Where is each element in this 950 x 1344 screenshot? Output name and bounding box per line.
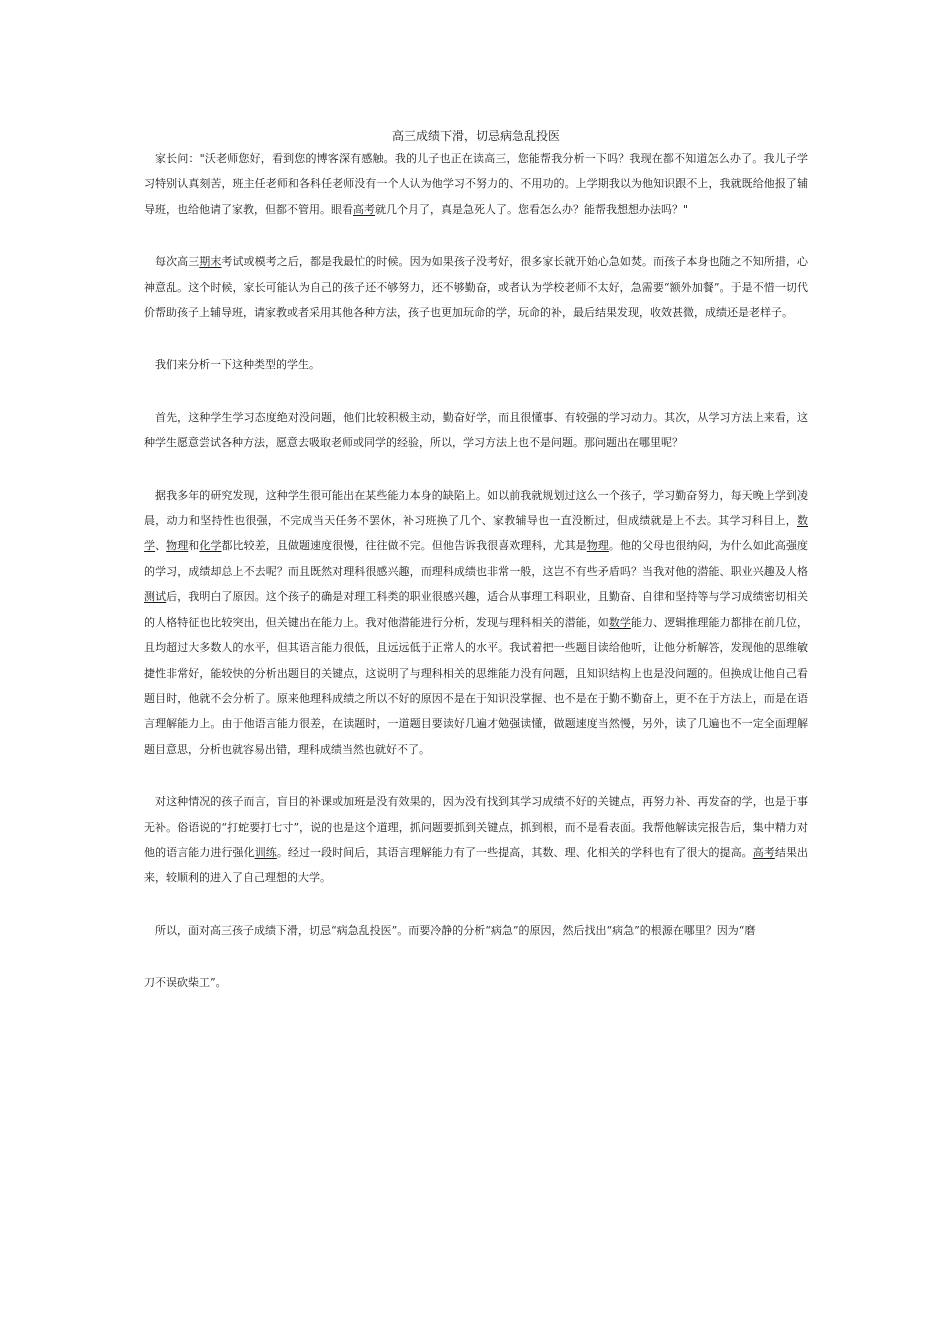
paragraph-conclusion-end (144, 970, 808, 995)
paragraph-gap (144, 943, 808, 970)
text-segment: 、 (155, 539, 167, 553)
document-page (144, 128, 808, 996)
text-segment: 后，我明白了原因。这个孩子的确是对理工科类的职业很感兴趣，适合从事理工科职业，且勤奋、自律和坚持等与学习成绩密切相关的人格特征也比较突出，但关键出在能力上。我对他潜能进行分析，发现与理科相关的潜能，如 (144, 590, 809, 629)
link-gaokao[interactable]: 高考 (752, 845, 775, 859)
text-segment: 考试或模考之后，都是我最忙的时候。因为如果孩子没考好，很多家长就开始心急如焚。而孩子本身也随之不知所措，心神意乱。这个时候，家长可能认为自己的孩子还不够努力，还不够勤奋，或者认为学校老师不太好，急需要“额外加餐”。于是不惜一切代价帮助孩子上辅导班，请家教或者采用其他各种方法，孩子也更加玩命的学，玩命的补，最后结果发现，收效甚微，成绩还是老样子。 (144, 255, 809, 320)
paragraph-conclusion (144, 918, 808, 943)
text-segment: 所以，面对高三孩子成绩下滑，切忌“病急乱投医”。而要冷静的分析“病急”的原因，然后找出“病急”的根源在哪里？因为“磨 (155, 923, 756, 937)
text-segment: 就几个月了，真是急死人了。您看怎么办？能帮我想想办法吗？" (375, 202, 689, 216)
text-segment: 每次高三 (155, 255, 200, 269)
text-segment: 对这种情况的孩子而言，盲目的补课或加班是没有效果的，因为没有找到其学习成绩不好的关键点，再努力补、再发奋的学，也是于事无补。俗语说的“打蛇要打七寸”，说的也是这个道理，抓问题要抓到关键点，抓到根，而不是看表面。我帮他解读完报告后，集中精力对他的语言能力进行强化 (144, 795, 808, 859)
text-segment: 刀不误砍柴工”。 (144, 976, 227, 990)
paragraph-analysis-intro: 我们来分析一下这种类型的学生。 (155, 358, 320, 372)
text-segment: 都比较差，且做题速度很慢，往往做不完。但他告诉我很喜欢理科，尤其是 (221, 539, 587, 553)
link-gaokao[interactable]: 高考 (353, 202, 375, 216)
paragraph-busy-season (144, 249, 808, 325)
link-training[interactable]: 训练 (254, 845, 277, 859)
document-title: 高三成绩下滑，切忌病急乱投医 (391, 129, 560, 143)
link-math[interactable]: 数学 (608, 615, 631, 629)
link-math[interactable]: 数学 (144, 514, 808, 553)
link-physics[interactable]: 物理 (166, 539, 189, 553)
paragraph-case-study (144, 483, 808, 762)
paragraph-parent-question (144, 146, 808, 222)
text-segment: 。经过一段时间后，其语言理解能力有了一些提高，其数、理、化相关的学科也有了很大的提高。 (276, 845, 753, 859)
paragraph-gap (144, 325, 808, 352)
paragraph-gap (144, 222, 808, 249)
link-physics[interactable]: 物理 (586, 539, 609, 553)
paragraph-gap (144, 378, 808, 405)
text-segment: 结果出来，较顺利的进入了自己理想的大学。 (144, 845, 809, 885)
text-segment: 家长问："沃老师您好，看到您的博客深有感触。我的儿子也正在读高三，您能帮我分析一下吗？我现在都不知道怎么办了。我儿子学习特别认真刻苦，班主任老师和各科任老师没有一个人认为他学习不努力的、不用功的。上学期我以为他知识跟不上，我就既给他报了辅导班，也给他请了家教，但都不管用。眼看 (144, 152, 808, 216)
text-segment: 。他的父母也很纳闷，为什么如此高强度的学习，成绩却总上不去呢？而且既然对理科很感兴趣，而理科成绩也非常一般，这岂不有些矛盾吗？当我对他的潜能、职业兴趣及人格 (144, 539, 809, 578)
link-chemistry[interactable]: 化学 (199, 539, 222, 553)
text-segment: 和 (188, 539, 200, 553)
text-segment: 据我多年的研究发现，这种学生很可能出在某些能力本身的缺陷上。如以前我就规划过这么一个孩子，学习勤奋努力，每天晚上学到凌晨，动力和坚持性也很强，不完成当天任务不罢休，补习班换了几个、家教辅导也一直没断过，但成绩就是上不去。其学习科目上， (144, 488, 808, 528)
text-segment: 能力、逻辑推理能力都排在前几位，且均超过大多数人的水平，但其语言能力很低，且远远低于正常人的水平。我试着把一些题目读给他听，让他分析解答，发现他的思维敏捷性非常好，能较快的分析出题目的关键点，这说明了与理科相关的思维能力没有问题，且知识结构上也是没问题的。但换成让他自己看题目时，他就不会分析了。原来他理科成绩之所以不好的原因不是在于知识没掌握、也不是在于勤不勤奋上，更不在于方法上，而是在语言理解能力上。由于他语言能力很差，在读题时，一道题目要读好几遍才勉强读懂，做题速度当然慢，另外，读了几遍也不一定全面理解题目意思，分析也就容易出错，理科成绩当然也就好不了。 (144, 615, 809, 756)
link-test[interactable]: 测试 (144, 590, 167, 604)
link-qimo[interactable]: 期末 (199, 255, 222, 269)
paragraph-gap (144, 456, 808, 483)
paragraph-attitude-method: 首先，这种学生学习态度绝对没问题，他们比较积极主动，勤奋好学，而且很懂事、有较强的学习动力。其次，从学习方法上来看，这种学生愿意尝试各种方法，愿意去吸取老师或同学的经验，所以，学习方法上也不是问题。那问题出在哪里呢？ (144, 410, 808, 450)
paragraph-gap (144, 891, 808, 918)
paragraph-solution (144, 789, 808, 891)
paragraph-gap (144, 762, 808, 789)
